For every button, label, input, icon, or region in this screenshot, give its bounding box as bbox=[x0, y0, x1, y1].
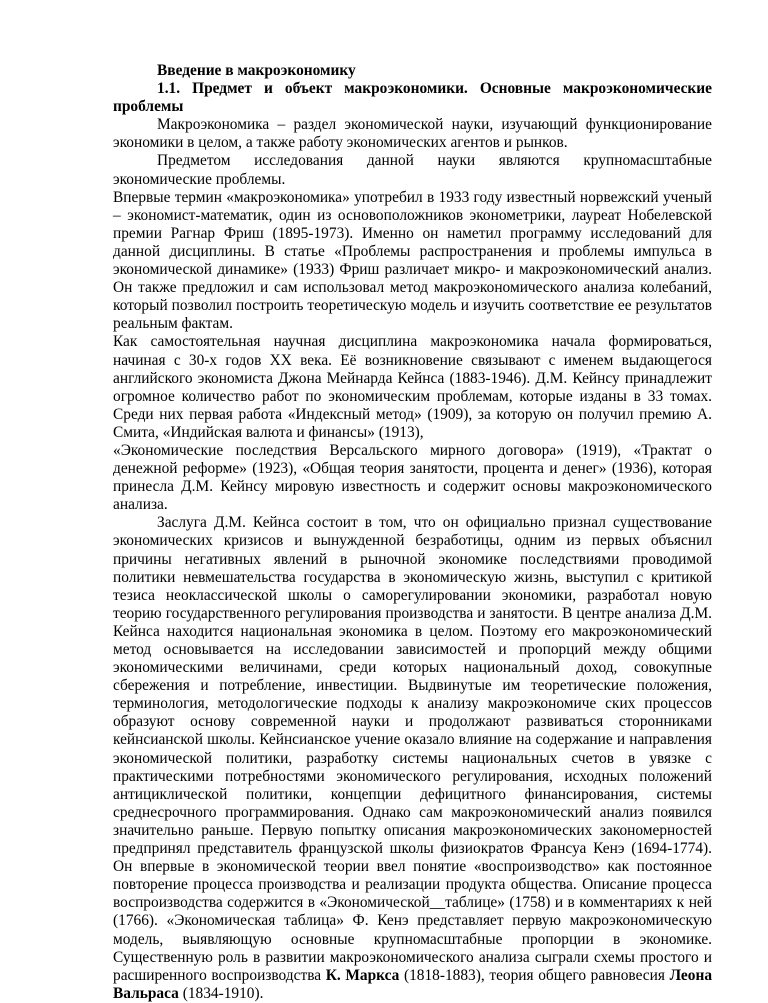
paragraph-definition: Макроэкономика – раздел экономической науки, изучающий функционирование экономики в целом, а также работу экономических агентов и рынков. bbox=[113, 116, 712, 152]
section-title: 1.1. Предмет и объект макроэкономики. Основные макроэкономические проблемы bbox=[113, 80, 712, 116]
paragraph-subject: Предметом исследования данной науки являются крупномасштабные экономические проблемы. bbox=[113, 152, 712, 188]
paragraph-text-mid: (1818-1883), теория общего равновесия bbox=[399, 966, 670, 984]
name-marx: К. Маркса bbox=[325, 966, 400, 984]
name-walras: Леона Вальраса bbox=[113, 966, 713, 1002]
document-heading: Введение в макроэкономику bbox=[157, 62, 356, 79]
paragraph-keynes-merit bbox=[113, 514, 712, 1003]
paragraph-keynes-works: «Экономические последствия Версальского мирного договора» (1919), «Трактат о денежной реформе» (1923), «Общая теория занятости, процента и денег» (1936), которая принесла Д.М. Кейнсу мировую известность и содержит основы макроэкономического анализа. bbox=[113, 441, 712, 514]
paragraph-text: Заслуга Д.М. Кейнса состоит в том, что он официально признал существование экономических кризисов и вынужденной безработицы, одним из первых объяснил причины негативных явлений в рыночной экономике последствиями проводимой политики невмешательства государства в экономическую жизнь, выступил с критикой тезиса неоклассической школы о саморегулировании экономики, разработал новую теорию государственного регулирования производства и занятости. В центре анализа Д.М. Кейнса находится национальная экономика в целом. Поэтому его макроэкономический метод основывается на исследовании зависимостей и пропорций между общими экономическими величинами, среди которых национальный доход, совокупные сбережения и потребление, инвестиции. Выдвинутые им теоретические положения, терминология, методологические подходы к анализу макроэкономиче ских процессов образуют основу современной науки и продолжают развиваться сторонниками кейнсианской школы. Кейнсианское учение оказало влияние на содержание и направления экономической политики, разработку системы национальных счетов в увязке с практическими потребностями экономического регулирования, исходных положений антициклической политики, концепции дефицитного финансирования, системы среднесрочного программирования. Однако сам макроэкономический анализ появился значительно раньше. Первую попытку описания макроэкономических закономерностей предпринял представитель французской школы физиократов Франсуа Кенэ (1694-1774). Он впервые в экономической теории ввел понятие «воспроизводство» как постоянное повторение процесса производства и реализации продукта общества. Описание процесса воспроизводства содержится в «Экономической__таблице» (1758) и в комментариях к ней (1766). «Экономическая таблица» Ф. Кенэ представляет первую макроэкономическую модель, выявляющую основные крупномасштабные пропорции в экономике. Существенную роль в развитии макроэкономического анализа сыграли схемы простого и расширенного воспроизводства bbox=[113, 514, 712, 984]
paragraph-keynes-origin: Как самостоятельная научная дисциплина макроэкономика начала формироваться, начиная с 30-х годов XX века. Её возникновение связывают с именем выдающегося английского экономиста Джона Мейнарда Кейнса (1883-1946). Д.М. Кейнсу принадлежит огромное количество работ по экономическим проблемам, которые изданы в 33 томах. Среди них первая работа «Индексный метод» (1909), за которую он получил премию А. Смита, «Индийская валюта и финансы» (1913), bbox=[113, 333, 712, 441]
paragraph-text-end: (1834-1910). bbox=[178, 984, 264, 1002]
paragraph-frisch: Впервые термин «макроэкономика» употребил в 1933 году известный норвежский ученый – экономист-математик, один из основоположников эконометрики, лауреат Нобелевской премии Рагнар Фриш (1895-1973). Именно он наметил программу исследований для данной дисциплины. В статье «Проблемы распространения и проблемы импульса в экономической динамике» (1933) Фриш различает микро- и макроэкономический анализ. Он также предложил и сам использовал метод макроэкономического анализа колебаний, который позволил построить теоретическую модель и изучить соответствие ее результатов реальным фактам. bbox=[113, 188, 712, 333]
